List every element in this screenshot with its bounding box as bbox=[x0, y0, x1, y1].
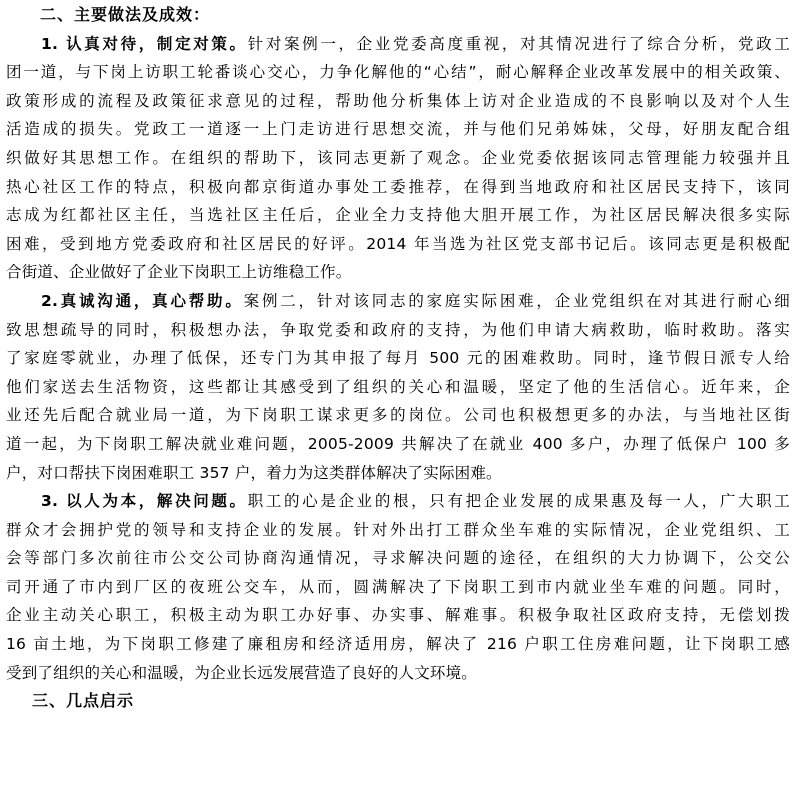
p3-line-3: 司开通了市内到厂区的夜班公交车，从而，圆满解决了下岗职工到市内就业坐车难的问题。同时， bbox=[6, 577, 790, 596]
p1-lead: 1. 认真对待，制定对策。 bbox=[41, 34, 248, 53]
p2-line-0-text: 案例二，针对该同志的家庭实际困难，企业党组织在对其进行耐心细 bbox=[243, 291, 790, 310]
p1-line-2: 政策形成的流程及政策征求意见的过程，帮助他分析集体上访对企业造成的不良影响以及对个人生 bbox=[6, 91, 790, 110]
p1-line-1: 团一道，与下岗上访职工轮番谈心交心，力争化解他的“心结”，耐心解释企业改革发展中的相关政策、 bbox=[6, 63, 790, 82]
p1-line-7: 困难，受到地方党委政府和社区居民的好评。2014 年当选为社区党支部书记后。该同志更是积极配 bbox=[6, 234, 790, 253]
p1-line-0 bbox=[6, 30, 790, 59]
p3-line-4: 企业主动关心职工，积极主动为职工办好事、办实事、解难事。积极争取社区政府支持，无偿划拨 bbox=[6, 606, 790, 625]
section-3-heading: 三、几点启示 bbox=[32, 691, 135, 711]
p3-line-1: 群众才会拥护党的领导和支持企业的发展。针对外出打工群众坐车难的实际情况，企业党组织、工 bbox=[6, 520, 790, 539]
p2-line-5: 道一起，为下岗职工解决就业难问题，2005-2009 共解决了在就业 400 多户，办理了低保户 100 多 bbox=[6, 434, 790, 453]
section-2-heading: 二、主要做法及成效： bbox=[40, 5, 211, 24]
p2-line-1: 致思想疏导的同时，积极想办法，争取党委和政府的支持，为他们申请大病救助，临时救助。落实 bbox=[6, 320, 790, 339]
p2-line-6: 户，对口帮扶下岗困难职工 357 户，着力为这类群体解决了实际困难。 bbox=[6, 463, 502, 482]
p3-line-0 bbox=[6, 487, 790, 516]
p2-lead: 2.真诚沟通，真心帮助。 bbox=[41, 291, 244, 310]
p1-line-3: 活造成的损失。党政工一道逐一上门走访进行思想交流，并与他们兄弟姊妹，父母，好朋友配合组 bbox=[6, 120, 790, 139]
p1-line-8: 合街道、企业做好了企业下岗职工上访维稳工作。 bbox=[6, 263, 352, 282]
p1-line-6: 志成为红都社区主任，当选社区主任后，企业全力支持他大胆开展工作，为社区居民解决很多实际 bbox=[6, 206, 790, 225]
p3-line-0-text: 职工的心是企业的根，只有把企业发展的成果惠及每一人，广大职工 bbox=[247, 492, 790, 511]
p3-line-2: 会等部门多次前往市公交公司协商沟通情况，寻求解决问题的途径，在组织的大力协调下，公交公 bbox=[6, 549, 790, 568]
p1-line-0-text: 针对案例一，企业党委高度重视，对其情况进行了综合分析，党政工 bbox=[247, 34, 790, 53]
p2-line-4: 业还先后配合就业局一道，为下岗职工谋求更多的岗位。公司也积极想更多的办法，与当地社区街 bbox=[6, 406, 790, 425]
p3-line-5: 16 亩土地，为下岗职工修建了廉租房和经济适用房，解决了 216 户职工住房难问题，让下岗职工感 bbox=[6, 635, 790, 654]
p1-line-4: 织做好其思想工作。在组织的帮助下，该同志更新了观念。企业党委依据该同志管理能力较强并且 bbox=[6, 148, 790, 167]
p3-line-6: 受到了组织的关心和温暖，为企业长远发展营造了良好的人文环境。 bbox=[6, 663, 478, 682]
p2-line-3: 他们家送去生活物资，这些都让其感受到了组织的关心和温暖，坚定了他的生活信心。近年来，企 bbox=[6, 377, 790, 396]
p1-line-5: 热心社区工作的特点，积极向都京街道办事处工委推荐，在得到当地政府和社区居民支持下，该同 bbox=[6, 177, 790, 196]
p3-lead: 3. 以人为本，解决问题。 bbox=[41, 492, 248, 511]
p2-line-0 bbox=[6, 287, 790, 316]
p2-line-2: 了家庭零就业，办理了低保，还专门为其申报了每月 500 元的困难救助。同时，逢节假日派专人给 bbox=[6, 349, 790, 368]
